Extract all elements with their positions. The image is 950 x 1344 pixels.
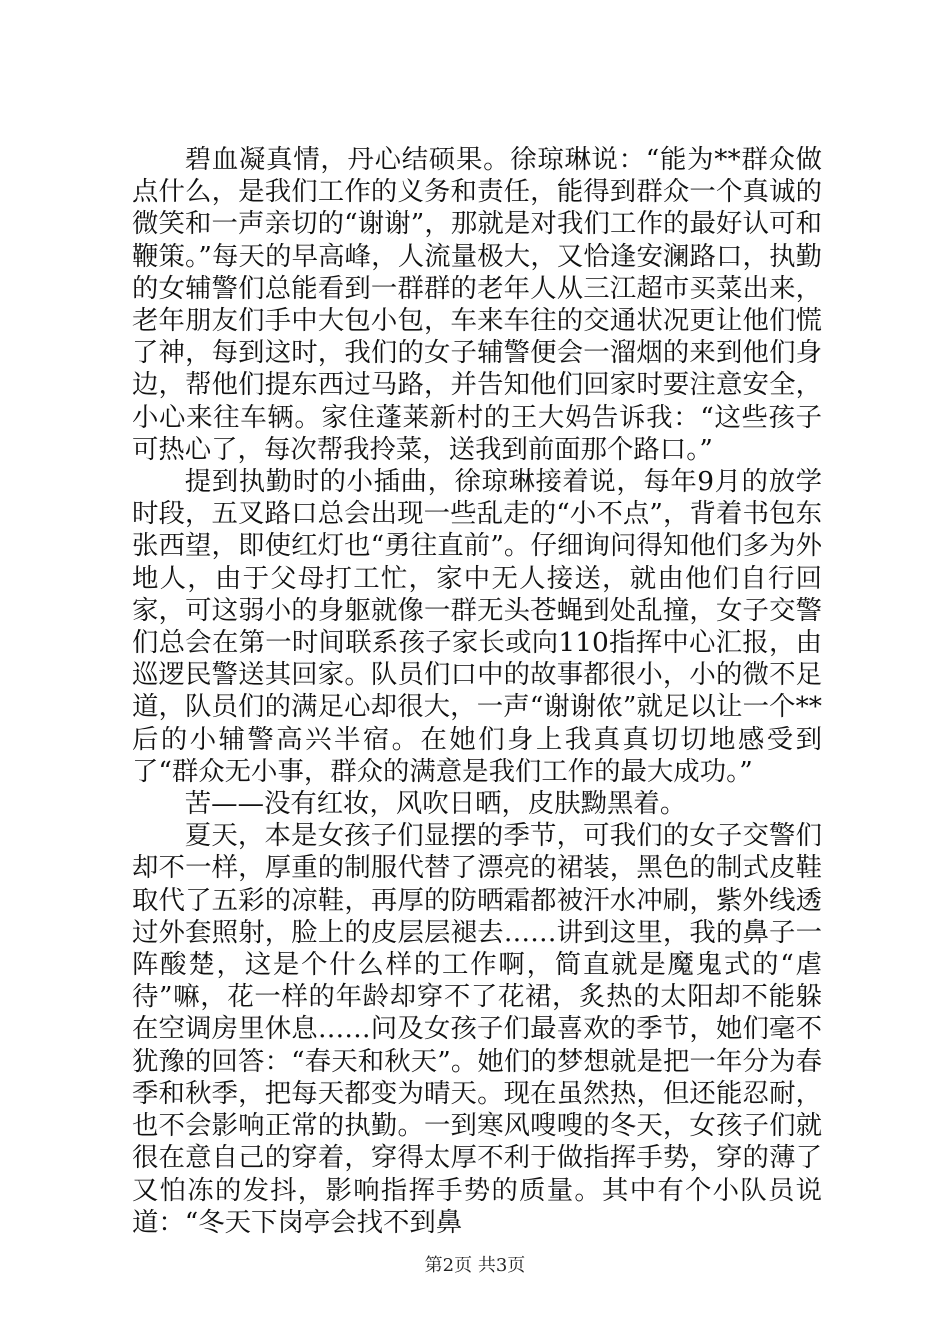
paragraph-2: 提到执勤时的小插曲，徐琼琳接着说，每年9月的放学时段，五叉路口总会出现一些乱走的“小不点”，背着书包东张西望，即使红灯也“勇往直前”。仔细询问得知他们多为外地人，由于父母打工忙，家中无人接送，就由他们自行回家，可这弱小的身躯就像一群无头苍蝇到处乱撞，女子交警们总会在第一时间联系孩子家长或向110指挥中心汇报，由巡逻民警送其回家。队员们口中的故事都很小，小的微不足道，队员们的满足心却很大，一声“谢谢侬”就足以让一个**后的小辅警高兴半宿。在她们身上我真真切切地感受到了“群众无小事，群众的满意是我们工作的最大成功。” — [132, 466, 822, 787]
paragraph-4: 夏天，本是女孩子们显摆的季节，可我们的女子交警们却不一样，厚重的制服代替了漂亮的裙装，黑色的制式皮鞋取代了五彩的凉鞋，再厚的防晒霜都被汗水冲刷，紫外线透过外套照射，脸上的皮层层褪去……讲到这里，我的鼻子一阵酸楚，这是个什么样的工作啊，简直就是魔鬼式的“虐待”嘛，花一样的年龄却穿不了花裙，炙热的太阳却不能躲在空调房里休息……问及女孩子们最喜欢的季节，她们毫不犹豫的回答：“春天和秋天”。她们的梦想就是把一年分为春季和秋季，把每天都变为晴天。现在虽然热，但还能忍耐，也不会影响正常的执勤。一到寒风嗖嗖的冬天，女孩子们就很在意自己的穿着，穿得太厚不利于做指挥手势，穿的薄了又怕冻的发抖，影响指挥手势的质量。其中有个小队员说道：“冬天下岗亭会找不到鼻 — [132, 820, 822, 1238]
paragraph-1: 碧血凝真情，丹心结硕果。徐琼琳说：“能为**群众做点什么，是我们工作的义务和责任，能得到群众一个真诚的微笑和一声亲切的“谢谢”，那就是对我们工作的最好认可和鞭策。”每天的早高峰，人流量极大，又恰逢安澜路口，执勤的女辅警们总能看到一群群的老年人从三江超市买菜出来，老年朋友们手中大包小包，车来车往的交通状况更让他们慌了神，每到这时，我们的女子辅警便会一溜烟的来到他们身边，帮他们提东西过马路，并告知他们回家时要注意安全，小心来往车辆。家住蓬莱新村的王大妈告诉我：“这些孩子可热心了，每次帮我拎菜，送我到前面那个路口。” — [132, 144, 822, 465]
page-number-footer: 第2页 共3页 — [424, 1255, 526, 1276]
document-body — [132, 144, 822, 1239]
paragraph-3: 苦——没有红妆，风吹日晒，皮肤黝黑着。 — [184, 788, 687, 820]
